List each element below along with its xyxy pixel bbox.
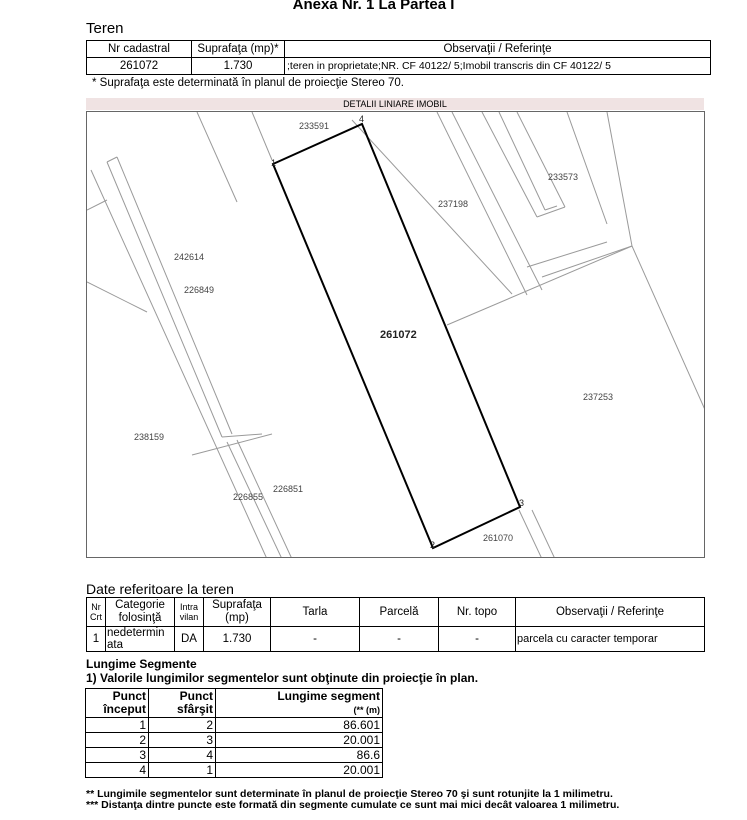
parcel-map-drawing <box>87 112 705 558</box>
cell-nr-crt: 1 <box>87 627 106 652</box>
cell-length: 86.601 <box>216 718 383 733</box>
cell-nr-topo: - <box>439 627 516 652</box>
table-row <box>86 733 383 748</box>
date-teren-table <box>86 597 705 652</box>
neighbor-label-233591: 233591 <box>299 121 330 131</box>
cell-nr-cadastral: 261072 <box>87 58 192 75</box>
col-punct-sfarsit: Punct sfârşit <box>149 689 216 718</box>
section-heading-date-teren: Date referitoare la teren <box>86 581 234 597</box>
neighbor-label-237253: 237253 <box>583 392 614 402</box>
table-row <box>87 58 711 75</box>
neighbor-label-242614: 242614 <box>174 252 205 262</box>
page-title: Anexa Nr. 1 La Partea I <box>292 0 455 13</box>
col-nr-cadastral: Nr cadastral <box>87 41 192 58</box>
cell-start: 1 <box>86 718 149 733</box>
cell-start: 4 <box>86 763 149 778</box>
cell-start: 3 <box>86 748 149 763</box>
cell-end: 1 <box>149 763 216 778</box>
cell-suprafata: 1.730 <box>192 58 285 75</box>
col-nr-crt: Nr Crt <box>87 598 106 627</box>
cell-length: 86.6 <box>216 748 383 763</box>
parcel-label: 261072 <box>380 329 417 341</box>
table-row <box>87 627 705 652</box>
cell-suprafata: 1.730 <box>204 627 271 652</box>
cell-length: 20.001 <box>216 763 383 778</box>
neighbor-label-237198: 237198 <box>438 199 469 209</box>
col-lungime-segment <box>216 689 383 718</box>
footnote-distanta: *** Distanţa dintre puncte este formată din segmente cumulate ce sunt mai mici decât valoarea 1 milimetru. <box>86 799 620 811</box>
cell-start: 2 <box>86 733 149 748</box>
neighbor-label-226851: 226851 <box>273 484 304 494</box>
cell-intravilan: DA <box>175 627 204 652</box>
col-tarla: Tarla <box>271 598 360 627</box>
table-row <box>86 748 383 763</box>
cell-tarla: - <box>271 627 360 652</box>
point-label-1: 1 <box>271 158 277 168</box>
neighbor-label-226849: 226849 <box>184 285 215 295</box>
point-label-3: 3 <box>519 498 525 508</box>
col-punct-inceput: Punct început <box>86 689 149 718</box>
col-observatii: Observaţii / Referinţe <box>516 598 705 627</box>
cell-parcela: - <box>360 627 439 652</box>
neighbor-label-238159: 238159 <box>134 432 165 442</box>
cell-observatii: ;teren in proprietate;NR. CF 40122/ 5;Imobil transcris din CF 40122/ 5 <box>285 58 711 75</box>
parcel-map <box>86 111 705 558</box>
neighbor-label-226855: 226855 <box>233 492 264 502</box>
col-lungime-segment-label: Lungime segment <box>277 688 380 703</box>
teren-table <box>86 40 711 75</box>
cell-end: 3 <box>149 733 216 748</box>
cell-end: 4 <box>149 748 216 763</box>
map-title-bar: DETALII LINIARE IMOBIL <box>86 98 704 110</box>
col-nr-topo: Nr. topo <box>439 598 516 627</box>
segmente-subtitle: 1) Valorile lungimilor segmentelor sunt obţinute din proiecţie în plan. <box>86 671 479 685</box>
col-suprafata: Suprafaţa (mp)* <box>192 41 285 58</box>
cell-length: 20.001 <box>216 733 383 748</box>
point-label-2: 2 <box>430 540 436 550</box>
footnote-lungimi: ** Lungimile segmentelor sunt determinate în planul de proiecţie Stereo 70 şi sunt rotunjite la 1 milimetru. <box>86 788 613 800</box>
segmente-table <box>85 688 383 778</box>
neighbor-label-261070: 261070 <box>483 533 514 543</box>
cell-categorie: nedetermin ata <box>106 627 175 652</box>
section-heading-segmente: Lungime Segmente <box>86 657 197 671</box>
table-row <box>86 763 383 778</box>
cell-end: 2 <box>149 718 216 733</box>
cell-observatii: parcela cu caracter temporar <box>516 627 705 652</box>
col-suprafata: Suprafaţa (mp) <box>204 598 271 627</box>
col-parcela: Parcelă <box>360 598 439 627</box>
col-lungime-unit: (** (m) <box>353 704 380 715</box>
col-intravilan: Intra vilan <box>175 598 204 627</box>
point-label-4: 4 <box>359 114 365 124</box>
neighbor-label-233573: 233573 <box>548 172 579 182</box>
note-suprafata: * Suprafaţa este determinată în planul de proiecţie Stereo 70. <box>92 77 404 89</box>
col-categorie: Categorie folosinţă <box>106 598 175 627</box>
col-observatii: Observaţii / Referinţe <box>285 41 711 58</box>
section-heading-teren: Teren <box>86 20 124 37</box>
table-row <box>86 718 383 733</box>
